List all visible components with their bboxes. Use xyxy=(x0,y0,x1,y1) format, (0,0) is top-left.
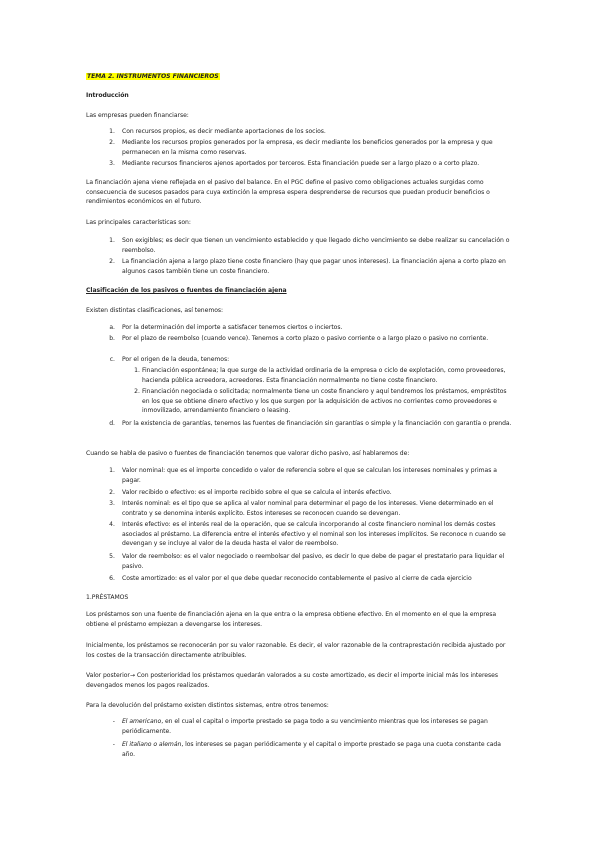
list-letter: a. xyxy=(109,324,115,331)
classification-subitem-1: Financiación espontánea; la que surge de la actividad ordinaria de la empresa o ciclo de explotación, como proveedores, hacienda pública acreedora, acreedores. Esta financiación normalmente no tiene coste financiero. xyxy=(142,367,506,384)
list-number: 2. xyxy=(109,139,115,146)
list-number: 1. xyxy=(109,237,115,244)
valuation-lead: Cuando se habla de pasivo o fuentes de financiación tenemos que valorar dicho pasivo, así hablaremos de: xyxy=(86,450,410,457)
list-number: 2. xyxy=(109,489,115,496)
system-text: , los intereses se pagan periódicamente y el capital o importe prestado se paga una cuota constante cada año. xyxy=(122,741,501,758)
classification-item-c: Por el origen de la deuda, tenemos: xyxy=(122,356,230,363)
intro-list-item-3: Mediante recursos financieros ajenos aportados por terceros. Esta financiación puede ser a largo plazo o a corto plazo. xyxy=(122,160,480,167)
document-title xyxy=(86,72,220,82)
bullet: - xyxy=(112,741,115,748)
list-number: 1. xyxy=(109,128,115,135)
classification-heading: Clasificación de los pasivos o fuentes de financiación ajena xyxy=(86,287,287,294)
characteristic-item-2: La financiación ajena a largo plazo tiene coste financiero (hay que pagar unos intereses). La financiación ajena a corto plazo en algunos casos también tiene un coste financiero. xyxy=(122,258,506,275)
system-name: El americano xyxy=(122,718,162,725)
title-highlight: TEMA 2. INSTRUMENTOS FINANCIEROS xyxy=(87,73,219,80)
classification-subitem-2: Financiación negociada o solicitada; normalmente tiene un coste financiero y aquí tendremos los préstamos, empréstitos en los que se obtiene dinero efectivo y los que surgen por la adquisición de activos no corrientes como proveedores e inmovilizado, arrendamiento financiero o leasing. xyxy=(142,388,507,415)
classification-item-d: Por la existencia de garantías, tenemos las fuentes de financiación sin garantías o simple y la financiación con garantía o prenda. xyxy=(122,420,512,427)
later-value-label: Valor posterior xyxy=(86,672,130,679)
system-text: , en el cual el capital o importe prestado se paga todo a su vencimiento mientras que los intereses se pagan periódicamente. xyxy=(122,718,488,735)
list-number: 1. xyxy=(109,467,115,474)
loans-heading: 1.PRÉSTAMOS xyxy=(86,594,129,601)
list-number: 6. xyxy=(109,575,115,582)
system-italian xyxy=(122,740,514,759)
valuation-item-3: Interés nominal: es el tipo que se aplica al valor nominal para determinar el pago de los intereses. Viene determinado en el contrato y se denomina interés explícito. Estos intereses se reconocen cuando se devengan. xyxy=(122,500,494,517)
list-number: 3. xyxy=(109,500,115,507)
system-name: El italiano o alemán xyxy=(122,741,182,748)
intro-heading: Introducción xyxy=(86,92,129,99)
valuation-item-4: Interés efectivo: es el interés real de la operación, que se calcula incorporando al coste financiero nominal los demás costes asociados al préstamo. La diferencia entre el interés efectivo y el nominal son los intereses implícitos. Se reconoce n cuando se devengan y se incluye al valor de la deuda hasta el valor de reembolso. xyxy=(122,521,506,548)
valuation-item-6: Coste amortizado: es el valor por el que debe quedar reconocido contablemente el pasivo al cierre de cada ejercicio xyxy=(122,575,472,582)
intro-list-item-1: Con recursos propios, es decir mediante aportaciones de los socios. xyxy=(122,128,326,135)
valuation-item-5: Valor de reembolso: es el valor negociado o reembolsar del pasivo, es decir lo que debe de pagar el prestatario para liquidar el pasivo. xyxy=(122,553,505,570)
valuation-item-2: Valor recibido o efectivo: es el importe recibido sobre el que se calcula el interés efectivo. xyxy=(122,489,392,496)
intro-paragraph: La financiación ajena viene reflejada en el pasivo del balance. En el PGC define el pasivo como obligaciones actuales surgidas como consecuencia de sucesos pasados para cuya extinción la empresa espera desprenderse de recursos que puedan producir beneficios o rendimientos económicos en el futuro. xyxy=(86,179,490,206)
list-number: 1. xyxy=(134,367,140,374)
intro-list-item-2: Mediante los recursos propios generados por la empresa, es decir mediante los beneficios generados por la empresa y que permanecen en la misma como reservas. xyxy=(122,139,493,156)
classification-item-a: Por la determinación del importe a satisfacer tenemos ciertos o inciertos. xyxy=(122,324,343,331)
list-number: 4. xyxy=(109,521,115,528)
list-number: 3. xyxy=(109,160,115,167)
characteristic-item-1: Son exigibles; es decir que tienen un vencimiento establecido y que llegado dicho vencimiento se debe realizar su cancelación o reembolso. xyxy=(122,237,510,254)
later-value-text: Con posterioridad los préstamos quedarán valorados a su coste amortizado, es decir el importe inicial más los intereses devengados menos los pagos realizados. xyxy=(86,672,498,689)
arrow-icon: → xyxy=(129,672,135,679)
loans-paragraph-4: Para la devolución del préstamo existen distintos sistemas, entre otros tenemos: xyxy=(86,702,329,709)
loans-paragraph-1: Los préstamos son una fuente de financiación ajena en la que entra o la empresa obtiene efectivo. En el momento en el que la empresa obtiene el préstamo empiezan a devengarse los intereses. xyxy=(86,611,497,628)
list-letter: d. xyxy=(109,420,115,427)
list-number: 2. xyxy=(109,258,115,265)
list-number: 2. xyxy=(134,388,140,395)
bullet: - xyxy=(112,718,115,725)
valuation-item-1: Valor nominal: que es el importe concedido o valor de referencia sobre el que se calculan los intereses nominales y primas a pagar. xyxy=(122,467,497,484)
list-letter: c. xyxy=(109,356,115,363)
system-american xyxy=(122,717,514,736)
classification-lead: Existen distintas clasificaciones, así tenemos: xyxy=(86,307,224,314)
characteristics-lead: Las principales características son: xyxy=(86,219,191,226)
list-number: 5. xyxy=(109,553,115,560)
loans-paragraph-2: Inicialmente, los préstamos se reconocerán por su valor razonable. Es decir, el valor razonable de la contraprestación recibida ajustado por los costes de la transacción directamente atribuibles. xyxy=(86,642,506,659)
classification-item-b: Por el plazo de reembolso (cuando vence). Tenemos a corto plazo o pasivo corriente o a largo plazo o pasivo no corriente. xyxy=(122,335,489,342)
list-letter: b. xyxy=(109,335,115,342)
loans-paragraph-3 xyxy=(86,671,514,690)
intro-lead: Las empresas pueden financiarse: xyxy=(86,112,189,119)
